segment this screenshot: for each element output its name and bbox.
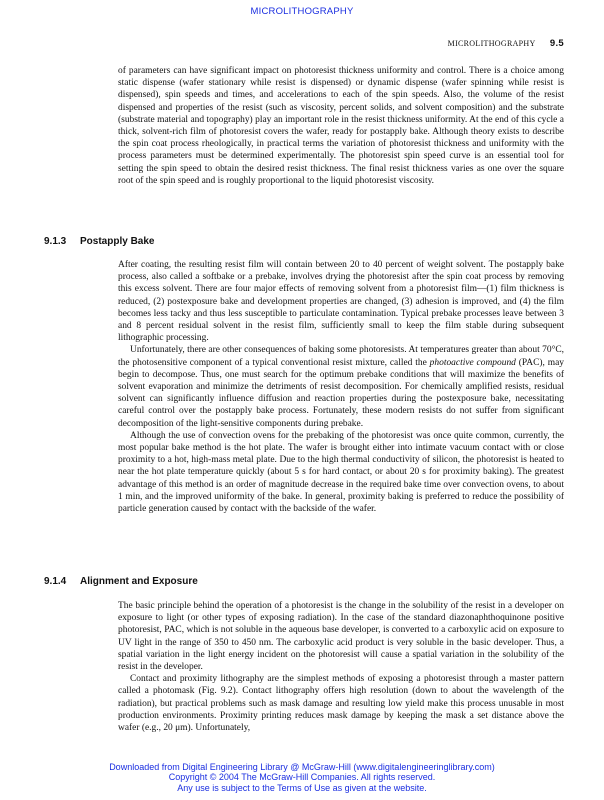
running-head-title: MICROLITHOGRAPHY <box>447 39 536 48</box>
paragraph <box>118 344 564 429</box>
paragraph: After coating, the resulting resist film will contain between 20 to 40 percent of weight solvent. The postapply bake process, also called a softbake or a prebake, involves drying the photoresist after the spin coat process by removing this excess solvent. There are four major effects of removing solvent from a photoresist film—(1) film thickness is reduced, (2) postexposure bake and development properties are changed, (3) adhesion is improved, and (4) the film becomes less tacky and thus less susceptible to particulate contamination. Typical prebake processes leave between 3 and 8 percent residual solvent in the resist film, sufficiently small to keep the film stable during subsequent lithographic processing. <box>118 260 564 344</box>
section-number: 9.1.4 <box>44 576 67 587</box>
intro-paragraph-block <box>118 65 564 187</box>
page-number: 9.5 <box>549 38 564 49</box>
paragraph: Contact and proximity lithography are the simplest methods of exposing a photoresist through a master pattern called a photomask (Fig. 9.2). Contact lithography offers high resolution (down to about the wavelength of the radiation), but practical problems such as mask damage and resulting low yield make this process unusable in most production environments. Proximity printing reduces mask damage by keeping the mask a set distance above the wafer (e.g., 20 μm). Unfortunately, <box>118 674 564 734</box>
footer-download-line[interactable]: Downloaded from Digital Engineering Library @ McGraw-Hill (www.digitalengineeringlibrary.com) <box>109 762 495 772</box>
section-number: 9.1.3 <box>44 236 67 247</box>
running-head <box>448 38 564 49</box>
alignment-exposure-body <box>118 600 564 734</box>
top-banner: MICROLITHOGRAPHY <box>250 6 354 17</box>
section-heading-postapply-bake <box>44 236 154 247</box>
section-title: Postapply Bake <box>80 236 155 247</box>
footer-terms-line: Any use is subject to the Terms of Use as given at the website. <box>177 782 427 793</box>
paragraph-text: Unfortunately, there are other consequences of baking some photoresists. At temperatures greater than about 70°C, the photosensitive component of a typical conventional resist mixture, called the <box>118 345 564 368</box>
footer-copyright-line: Copyright © 2004 The McGraw-Hill Companies. All rights reserved. <box>168 772 436 783</box>
intro-paragraph: of parameters can have significant impact on photoresist thickness uniformity and control. There is a choice among static dispense (wafer stationary while resist is dispensed) or dynamic dispense (wafer spinning while resist is dispensed), spin speeds and times, and accelerations to each of the spin speeds. Also, the volume of the resist dispensed and properties of the resist (such as viscosity, percent solids, and solvent composition) and the substrate (substrate material and topography) play an important role in the resist thickness uniformity. At the end of this cycle a thick, solvent-rich film of photoresist covers the wafer, ready for postapply bake. Although theory exists to describe the spin coat process rheologically, in practical terms the variation of photoresist thickness and uniformity with the process parameters must be determined experimentally. The photoresist spin speed curve is an essential tool for setting the spin speed to obtain the desired resist thickness. The final resist thickness varies as one over the square root of the spin speed and is roughly proportional to the liquid photoresist viscosity. <box>118 66 564 186</box>
download-footer <box>0 762 604 793</box>
paragraph: The basic principle behind the operation of a photoresist is the change in the solubility of the resist in a developer on exposure to light (or other types of exposing radiation). In the case of the standard diazonaphthoquinone positive photoresist, PAC, which is not soluble in the aqueous base developer, is converted to a carboxylic acid on exposure to UV light in the range of 350 to 450 nm. The carboxylic acid product is very soluble in the basic developer. Thus, a spatial variation in the light energy incident on the photoresist will cause a spatial variation in the solubility of the resist in the developer. <box>118 601 564 673</box>
section-title: Alignment and Exposure <box>80 576 198 587</box>
postapply-bake-body <box>118 259 564 515</box>
emphasized-term: photoactive compound <box>429 357 516 368</box>
section-heading-alignment-exposure <box>44 576 198 587</box>
paragraph-text: (PAC), may begin to decompose. Thus, one must search for the optimum prebake conditions that will maximize the benefits of solvent evaporation and minimize the detriments of resist decomposition. For chemically amplified resists, residual solvent can significantly influence diffusion and reaction properties during the postexposure bake, necessitating careful control over the postapply bake process. Fortunately, these modern resists do not suffer from significant decomposition of the light-sensitive components during prebake. <box>118 357 565 429</box>
paragraph: Although the use of convection ovens for the prebaking of the photoresist was once quite common, currently, the most popular bake method is the hot plate. The wafer is brought either into intimate vacuum contact with or close proximity to a hot, high-mass metal plate. Due to the high thermal conductivity of silicon, the photoresist is heated to near the hot plate temperature quickly (about 5 s for hard contact, or about 20 s for proximity baking). The greatest advantage of this method is an order of magnitude decrease in the required bake time over convection ovens, to about 1 min, and the improved uniformity of the bake. In general, proximity baking is preferred to reduce the possibility of particle generation caused by contact with the backside of the wafer. <box>118 430 564 515</box>
